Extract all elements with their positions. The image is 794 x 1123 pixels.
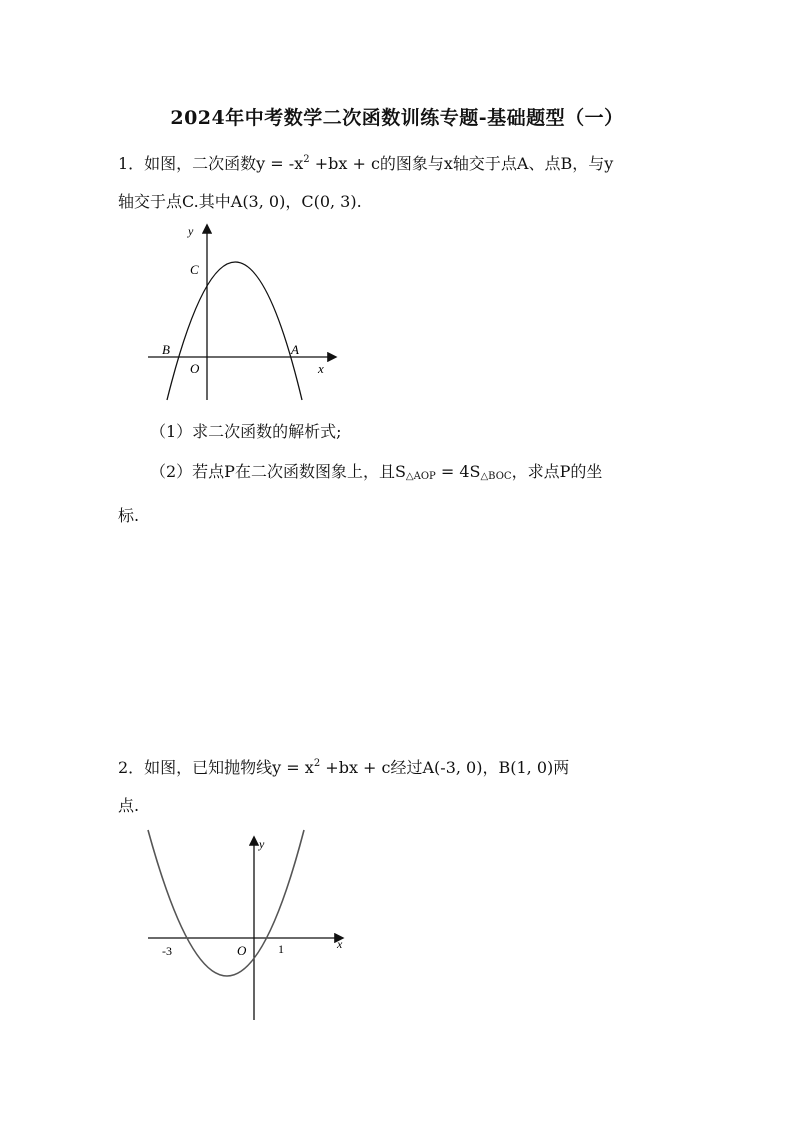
q2-stem-line2: 点. <box>118 796 140 815</box>
q2-label-1: 1 <box>278 942 284 956</box>
q2-stem-line1-post: +bx + c经过A(-3, 0)，B(1, 0)两 <box>320 758 570 777</box>
q1-part2-pre: （2）若点P在二次函数图象上，且S <box>150 462 406 481</box>
q1-label-c: C <box>190 262 199 277</box>
q1-stem-line1-sup: 2 <box>303 154 310 165</box>
q1-stem-line1-pre: 1．如图，二次函数y = -x <box>118 154 304 173</box>
q2-label-y: y <box>259 837 265 851</box>
q2-stem-line1-pre: 2．如图，已知抛物线y = x <box>118 758 314 777</box>
q1-parabola <box>167 262 302 400</box>
q1-stem-line2: 轴交于点C.其中A(3, 0)，C(0, 3). <box>118 192 362 211</box>
q2-label-o: O <box>237 943 247 958</box>
q1-part2-post: ，求点P的坐 <box>511 462 603 481</box>
page-title: 2024年中考数学二次函数训练专题-基础题型（一） <box>170 107 624 129</box>
q2-label-neg3: -3 <box>162 944 172 958</box>
q1-label-a: A <box>291 342 299 357</box>
q1-part1: （1）求二次函数的解析式; <box>150 422 342 441</box>
q2-stem-line1-sup: 2 <box>313 758 321 769</box>
q1-label-b: B <box>162 342 170 357</box>
q1-label-y: y <box>188 224 194 238</box>
q1-stem-line1-post: +bx + c的图象与x轴交于点A、点B，与y <box>309 154 614 173</box>
q1-part2 <box>150 462 602 487</box>
q1-part2-mid: = 4S <box>435 462 481 481</box>
q1-label-o: O <box>190 361 200 376</box>
q2-figure <box>140 828 360 1028</box>
q2-stem-line1 <box>118 754 569 778</box>
q2-label-x: x <box>337 937 343 951</box>
q1-stem-line1 <box>118 150 613 174</box>
q1-part2-sub2: △BOC <box>480 471 512 482</box>
q1-part2-continued: 标. <box>118 506 140 525</box>
q1-label-x: x <box>318 361 324 376</box>
q1-part2-sub1: △AOP <box>405 471 436 482</box>
q1-figure <box>140 220 350 405</box>
